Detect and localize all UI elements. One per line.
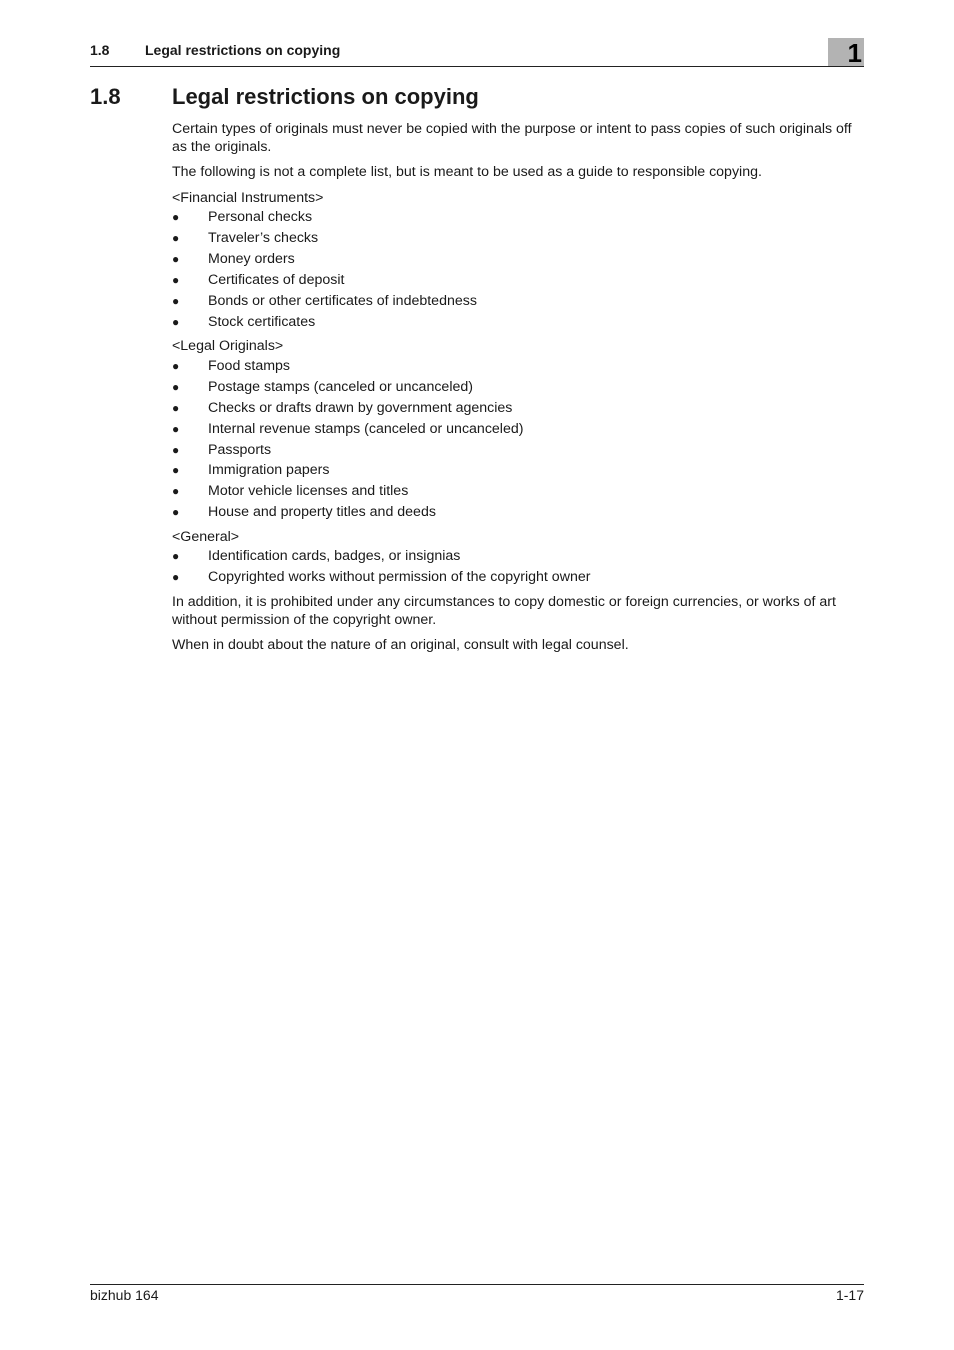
list-item-text: Copyrighted works without permission of the copyright owner <box>208 569 591 586</box>
bullet-icon: ● <box>172 359 180 374</box>
list-item <box>172 230 864 248</box>
list-item <box>172 569 864 587</box>
list-item-text: House and property titles and deeds <box>208 504 436 521</box>
list-item-text: Money orders <box>208 251 295 268</box>
list-financial-instruments <box>172 209 864 331</box>
body-content <box>172 121 864 663</box>
list-item-text: Internal revenue stamps (canceled or uncanceled) <box>208 420 524 437</box>
list-item-text: Identification cards, badges, or insignias <box>208 548 461 565</box>
list-item-text: Stock certificates <box>208 313 316 330</box>
page-title-text: Legal restrictions on copying <box>172 84 479 109</box>
list-item <box>172 358 864 376</box>
group-label-general: <General> <box>172 528 240 545</box>
bullet-icon: ● <box>172 570 180 585</box>
group-label-legal: <Legal Originals> <box>172 338 284 355</box>
chapter-number: 1 <box>847 38 862 68</box>
page-title-number: 1.8 <box>90 84 121 109</box>
list-item <box>172 400 864 418</box>
chapter-tab <box>828 38 864 66</box>
bullet-icon: ● <box>172 314 180 329</box>
bullet-icon: ● <box>172 421 180 436</box>
list-item-text: Passports <box>208 441 272 458</box>
closing-paragraph: In addition, it is prohibited under any circumstances to copy domestic or foreign currencies, or works of art without permission of the copyright owner. <box>172 593 836 628</box>
intro-paragraph: The following is not a complete list, but is meant to be used as a guide to responsible copying. <box>172 164 762 181</box>
bullet-icon: ● <box>172 293 180 308</box>
bullet-icon: ● <box>172 484 180 499</box>
list-item-text: Checks or drafts drawn by government agencies <box>208 399 513 416</box>
closing-paragraph: When in doubt about the nature of an original, consult with legal counsel. <box>172 637 629 654</box>
list-general <box>172 548 864 586</box>
bullet-icon: ● <box>172 252 180 267</box>
bullet-icon: ● <box>172 400 180 415</box>
list-item <box>172 442 864 460</box>
list-item-text: Postage stamps (canceled or uncanceled) <box>208 378 473 395</box>
header-section-number: 1.8 <box>90 42 110 58</box>
header-section-title: Legal restrictions on copying <box>145 42 341 58</box>
list-item-text: Certificates of deposit <box>208 272 345 289</box>
list-item-text: Food stamps <box>208 358 291 375</box>
bullet-icon: ● <box>172 549 180 564</box>
footer-page-number: 1-17 <box>835 1287 864 1303</box>
list-item <box>172 272 864 290</box>
bullet-icon: ● <box>172 505 180 520</box>
bullet-icon: ● <box>172 442 180 457</box>
list-item <box>172 293 864 311</box>
list-legal-originals <box>172 358 864 522</box>
list-item <box>172 483 864 501</box>
group-label-financial: <Financial Instruments> <box>172 189 324 206</box>
page-title <box>90 84 479 110</box>
list-item <box>172 251 864 269</box>
running-header <box>90 38 864 67</box>
bullet-icon: ● <box>172 463 180 478</box>
list-item <box>172 548 864 566</box>
list-item-text: Personal checks <box>208 209 313 226</box>
list-item-text: Bonds or other certificates of indebtedness <box>208 292 477 309</box>
bullet-icon: ● <box>172 273 180 288</box>
list-item <box>172 504 864 522</box>
list-item <box>172 314 864 332</box>
list-item <box>172 379 864 397</box>
list-item <box>172 209 864 227</box>
footer-model: bizhub 164 <box>90 1287 159 1303</box>
running-footer <box>90 1284 864 1303</box>
list-item-text: Traveler’s checks <box>208 230 319 247</box>
list-item <box>172 421 864 439</box>
list-item <box>172 462 864 480</box>
bullet-icon: ● <box>172 379 180 394</box>
list-item-text: Immigration papers <box>208 462 330 479</box>
bullet-icon: ● <box>172 210 180 225</box>
list-item-text: Motor vehicle licenses and titles <box>208 483 409 500</box>
bullet-icon: ● <box>172 231 180 246</box>
intro-paragraph: Certain types of originals must never be copied with the purpose or intent to pass copies of such originals off as the originals. <box>172 121 852 155</box>
